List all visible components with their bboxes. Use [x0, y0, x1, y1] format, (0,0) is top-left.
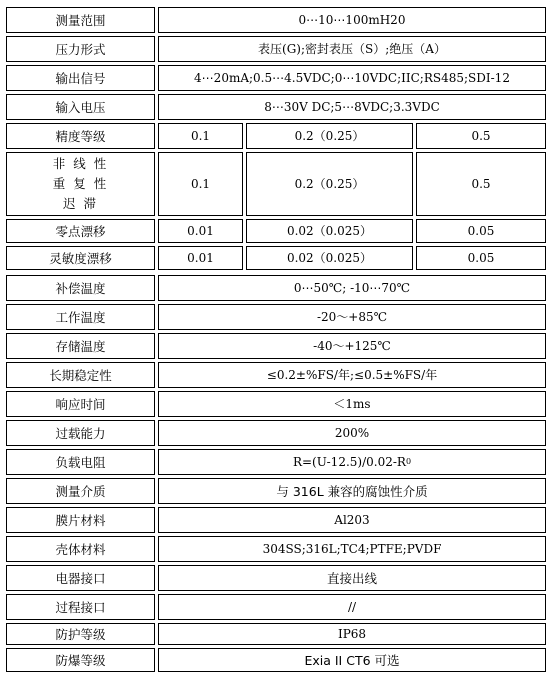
- row-value: 0.1: [158, 152, 243, 216]
- row-value: 0.05: [416, 219, 546, 243]
- row-label: 输入电压: [6, 94, 155, 120]
- row-label: 防护等级: [6, 623, 155, 645]
- row-value: 200%: [158, 420, 546, 446]
- row-value: 0.2（0.25）: [246, 123, 413, 149]
- row-label: 防爆等级: [6, 648, 155, 672]
- formula-subscript: 0: [405, 457, 412, 467]
- row-label: 灵敏度漂移: [6, 246, 155, 270]
- row-value: 304SS;316L;TC4;PTFE;PVDF: [158, 536, 546, 562]
- row-label: 补偿温度: [6, 275, 155, 301]
- row-value: Exia II CT6 可选: [158, 648, 546, 672]
- row-value: 0.5: [416, 152, 546, 216]
- row-label-line: 重 复 性: [52, 176, 109, 191]
- row-label-multiline: [6, 152, 155, 216]
- row-label: 壳体材料: [6, 536, 155, 562]
- row-value: -40～+125℃: [158, 333, 546, 359]
- row-value: -20～+85℃: [158, 304, 546, 330]
- row-label: 精度等级: [6, 123, 155, 149]
- row-value: 0.05: [416, 246, 546, 270]
- row-label: 工作温度: [6, 304, 155, 330]
- row-value: 0.1: [158, 123, 243, 149]
- row-value: 0.01: [158, 219, 243, 243]
- load-resistance-formula: R=(U-12.5)/0.02-R: [292, 454, 406, 469]
- row-value: 8⋯30V DC;5⋯8VDC;3.3VDC: [158, 94, 546, 120]
- row-value: ≤0.2±%FS/年;≤0.5±%FS/年: [158, 362, 546, 388]
- row-value: [158, 449, 546, 475]
- row-value: 0⋯50℃; -10⋯70℃: [158, 275, 546, 301]
- row-value: 0.2（0.25）: [246, 152, 413, 216]
- row-value: 直接出线: [158, 565, 546, 591]
- row-value: 表压(G);密封表压（S）;绝压（A）: [158, 36, 546, 62]
- row-label: 压力形式: [6, 36, 155, 62]
- row-label: 过载能力: [6, 420, 155, 446]
- row-label-line: 迟 滞: [63, 196, 98, 211]
- row-value: 0.02（0.025）: [246, 246, 413, 270]
- row-label: 响应时间: [6, 391, 155, 417]
- row-value: IP68: [158, 623, 546, 645]
- row-value: 4⋯20mA;0.5⋯4.5VDC;0⋯10VDC;IIC;RS485;SDI-12: [158, 65, 546, 91]
- row-label: 存储温度: [6, 333, 155, 359]
- row-label-line: 非 线 性: [52, 156, 109, 171]
- row-label: 膜片材料: [6, 507, 155, 533]
- row-label: 测量范围: [6, 7, 155, 33]
- row-value: Al203: [158, 507, 546, 533]
- row-value: 与 316L 兼容的腐蚀性介质: [158, 478, 546, 504]
- row-value: 0⋯10⋯100mH20: [158, 7, 546, 33]
- row-label: 长期稳定性: [6, 362, 155, 388]
- row-label: 电器接口: [6, 565, 155, 591]
- row-value: //: [158, 594, 546, 620]
- row-label: 输出信号: [6, 65, 155, 91]
- row-label: 零点漂移: [6, 219, 155, 243]
- row-value: 0.01: [158, 246, 243, 270]
- row-label: 负载电阻: [6, 449, 155, 475]
- row-value: ＜1ms: [158, 391, 546, 417]
- row-label: 测量介质: [6, 478, 155, 504]
- row-value: 0.02（0.025）: [246, 219, 413, 243]
- row-label: 过程接口: [6, 594, 155, 620]
- row-value: 0.5: [416, 123, 546, 149]
